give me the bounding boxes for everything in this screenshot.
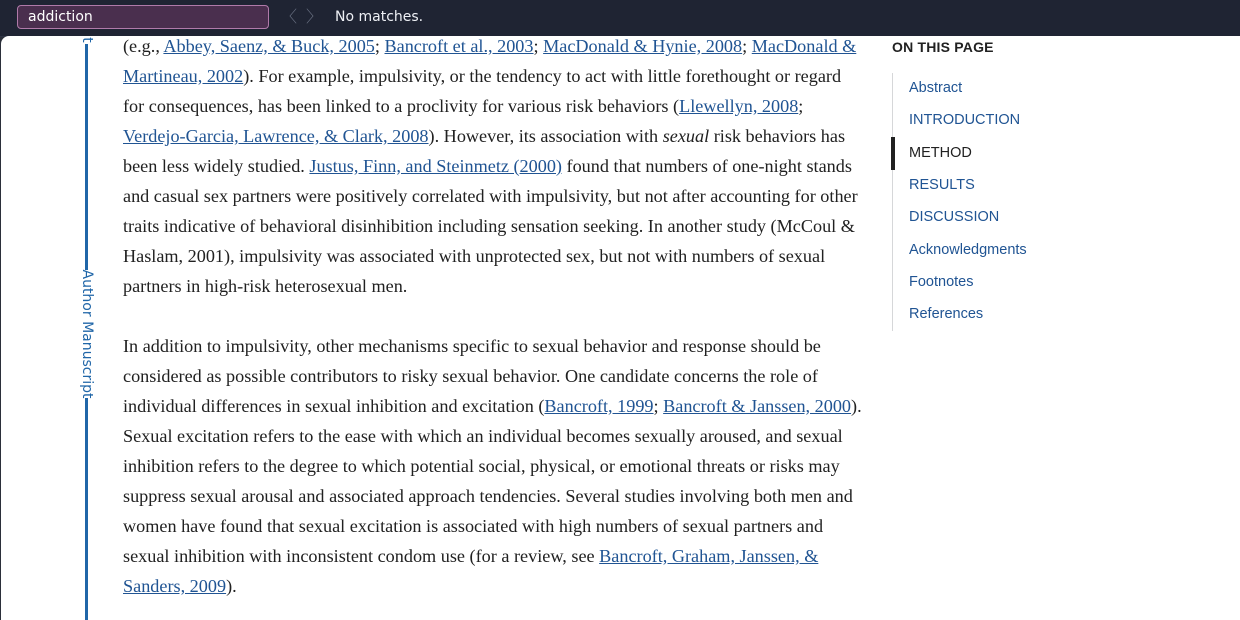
text-run: ;	[798, 96, 804, 116]
text-run: ;	[653, 396, 664, 416]
citation-link[interactable]: Bancroft & Janssen, 2000	[663, 396, 852, 416]
toc-item-results[interactable]: RESULTS	[909, 177, 975, 193]
toc-item-acknowledgments[interactable]: Acknowledgments	[909, 242, 1027, 258]
find-bar	[0, 0, 1240, 37]
citation-link[interactable]: MacDonald & Hynie, 2008	[543, 36, 743, 56]
citation-link[interactable]: MacDonald & Martineau, 2002	[123, 36, 857, 86]
emphasis-text: sexual	[662, 126, 710, 146]
toc-item-references[interactable]: References	[909, 306, 984, 322]
text-run: ). Sexual excitation refers to the ease with which an individual becomes sexually aroused, and sexual inhibition refers to the degree to which potential social, physical, or emotional threats or risks may suppress sexual arousal and associated approach tendencies. Several studies involving both men and women have found that sexual excitation is associated with high numbers of sexual partners and sexual inhibition with inconsistent condom use (for a review, see	[123, 396, 862, 566]
text-run: (e.g.,	[123, 36, 164, 56]
text-run: ;	[533, 36, 544, 56]
paragraph-impulsivity	[123, 36, 863, 301]
text-run: risk behaviors has been less widely studied.	[123, 126, 846, 176]
find-next-icon[interactable]: 〉	[305, 7, 322, 26]
text-run: ). For example, impulsivity, or the tendency to act with little forethought or regard for consequences, has been linked to a proclivity for various risk behaviors (	[123, 66, 842, 116]
citation-link[interactable]: Verdejo-Garcia, Lawrence, & Clark, 2008	[123, 126, 429, 146]
find-status: No matches.	[335, 9, 424, 25]
text-run: ;	[742, 36, 752, 56]
toc-item-abstract[interactable]: Abstract	[909, 80, 963, 96]
toc-list	[892, 73, 1193, 331]
toc-active-marker	[891, 137, 895, 170]
find-previous-icon[interactable]: 〈	[280, 7, 297, 26]
citation-link[interactable]: Justus, Finn, and Steinmetz (2000)	[309, 156, 562, 176]
paragraph-sexual-inhibition	[123, 331, 863, 601]
text-run: ).	[226, 576, 237, 596]
rail-label-fragment: t	[79, 37, 95, 43]
toc-title: ON THIS PAGE	[892, 39, 994, 55]
citation-link[interactable]: Abbey, Saenz, & Buck, 2005	[163, 36, 375, 56]
text-run: ). However, its association with	[428, 126, 663, 146]
citation-link[interactable]: Bancroft et al., 2003	[384, 36, 534, 56]
text-run: In addition to impulsivity, other mechanisms specific to sexual behavior and response should be considered as possible contributors to risky sexual behavior. One candidate concerns the role of individual differences in sexual inhibition and excitation (	[123, 336, 821, 416]
toc-item-introduction[interactable]: INTRODUCTION	[909, 112, 1021, 128]
author-manuscript-label: Author Manuscript	[79, 269, 95, 399]
toc-item-method[interactable]: METHOD	[909, 145, 972, 161]
citation-link[interactable]: Bancroft, Graham, Janssen, & Sanders, 2009	[123, 546, 819, 596]
toc-item-discussion[interactable]: DISCUSSION	[909, 209, 1000, 225]
article-body	[123, 36, 863, 620]
article-page	[1, 36, 1240, 620]
toc-item-footnotes[interactable]: Footnotes	[909, 274, 974, 290]
citation-link[interactable]: Llewellyn, 2008	[679, 96, 799, 116]
citation-link[interactable]: Bancroft, 1999	[544, 396, 654, 416]
text-run: ;	[374, 36, 385, 56]
text-run: found that numbers of one-night stands and casual sex partners were positively correlated with impulsivity, but not after accounting for other traits indicative of behavioral disinhibition including sensation seeking. In another study (McCoul & Haslam, 2001), impulsivity was associated with unprotected sex, but not with numbers of sexual partners in high-risk heterosexual men.	[123, 156, 858, 296]
find-input[interactable]	[17, 5, 269, 29]
